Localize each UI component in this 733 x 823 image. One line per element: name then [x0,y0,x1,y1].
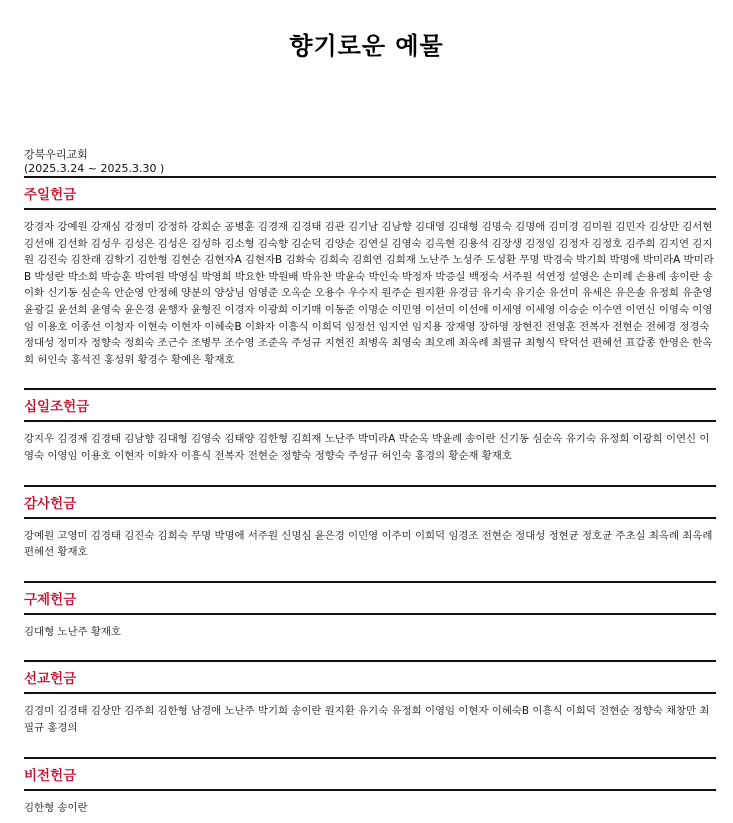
donor-names: 김경미 김경태 김상만 김주희 김한형 남경애 노난주 박기희 송이란 원지환 유기숙 유정희 이영임 이현자 이혜숙B 이흥식 이희덕 전현순 정향숙 채창만 최필규 홍경의 [24,703,716,736]
section-mission-offering [24,660,716,743]
section-sunday-offering [24,176,716,375]
section-title: 감사헌금 [24,492,76,512]
section-vision-offering [24,757,716,823]
report-period: (2025.3.24 ~ 2025.3.30 ) [24,162,164,176]
section-title: 선교헌금 [24,667,76,687]
section-tithe-offering [24,388,716,471]
section-header [24,485,716,519]
section-title: 주일헌금 [24,183,76,203]
section-header [24,388,716,422]
donor-names: 강지우 김경재 김경태 김남향 김대형 김영숙 김태양 김한형 김희재 노난주 박미라A 박순옥 박윤례 송이란 신기동 심순옥 유기숙 유정희 이광희 이연신 이영숙 이영임 이용호 이현자 이화자 이흥식 전복자 전현순 정향숙 정향숙 주성규 허인숙 홍경의 황순재 황재호 [24,431,716,464]
section-header [24,660,716,694]
page-title: 향기로운 예물 [0,26,733,61]
donor-names: 강경자 강예원 강재심 강정미 강정하 강희순 공병훈 김경재 김경태 김관 김기남 김남향 김대영 김대형 김명숙 김명애 김미경 김미원 김민자 김상만 김서현 김선애 김선화 김성우 김성은 김성은 김성하 김소형 김숙향 김순덕 김양순 김연실 김영숙 김옥현 김용석 김장생 김정임 김정자 김정호 김주희 김지연 김지원 김진숙 김찬래 김학기 김한형 김현순 김현자A 김현자B 김화숙 김희숙 김희연 김희재 노난주 노성주 도성환 무명 박경숙 박기희 박명애 박미라A 박미라B 박성란 박소희 박승훈 박여원 박영심 박영희 박요한 박원배 박유찬 박윤숙 박인숙 박정자 박증실 백정숙 서주원 석연정 설영은 손미례 손용례 송이란 송이화 신기동 심순옥 안순영 안정혜 양분의 양상님 엄영준 오옥순 오용수 우수지 원주순 원지환 유경금 유기숙 유기순 유선미 유세은 유은솔 유정희 유춘영 윤광길 윤선희 윤영숙 윤은경 윤행자 윤형진 이경자 이광희 이기매 이동준 이명순 이민영 이선미 이선애 이세영 이세영 이승순 이수연 이연신 이영숙 이영임 이용호 이종선 이청자 이현숙 이현자 이혜숙B 이화자 이흥식 이희덕 임정선 임지연 임지용 장재영 장하영 장현진 전영훈 전복자 전현순 전혜경 정경숙 정대성 정미자 정향숙 정희숙 조근수 조병무 조수영 조준옥 주성규 지현진 최병옥 최영숙 최오례 최옥례 최필규 최형식 탁덕선 편혜선 표갑종 한영은 한옥희 허인숙 홍석진 홍성위 황경수 황예은 황재호 [24,219,716,368]
section-relief-offering [24,581,716,648]
section-header [24,757,716,791]
section-title: 십일조헌금 [24,395,89,415]
church-name: 강북우리교회 [24,148,164,162]
offering-list [24,176,716,823]
section-thanks-offering [24,485,716,568]
donor-names: 강예원 고영미 김경태 김진숙 김희숙 무명 박명애 서주원 신명심 윤은경 이민영 이주미 이희덕 임경조 전현순 정대성 정현균 정호균 주초실 최옥례 최옥례 편혜선 황재호 [24,528,716,561]
church-info [24,148,164,176]
donor-names: 김한형 송이란 [24,800,716,817]
section-title: 구제헌금 [24,588,76,608]
section-header [24,581,716,615]
donor-names: 김대형 노난주 황재호 [24,624,716,641]
section-title: 비전헌금 [24,764,76,784]
section-header [24,176,716,210]
